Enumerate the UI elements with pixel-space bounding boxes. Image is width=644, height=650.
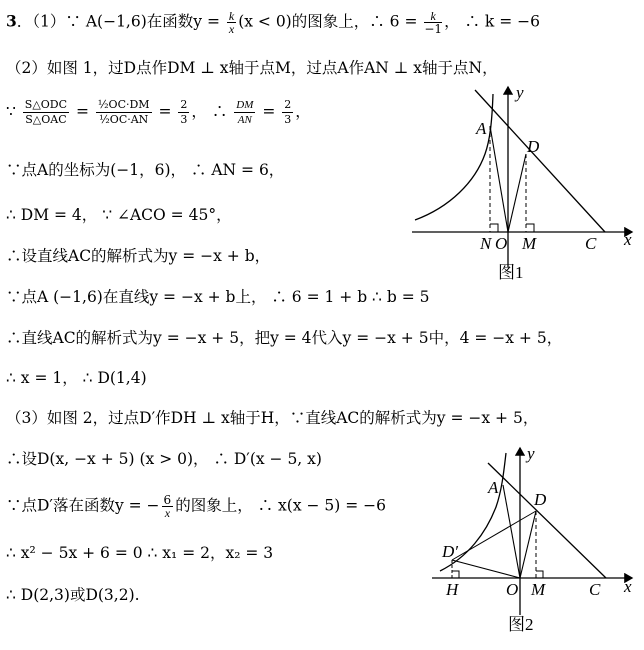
solution-line-1: 3．（1）∵ A(−1,6)在函数y = $\frac{k}{x}$ (x < 0)的图象上，∴ 6 = $\frac{k}{-1}$ ， ∴ k = −6 (6, 9, 540, 36)
solution-line-10: （3）如图 2，过点D′作DH ⊥ x轴于H，∵直线AC的解析式为y = −x + 5， (6, 409, 539, 427)
label-d: D (534, 490, 547, 509)
label-m: M (522, 234, 537, 253)
label-x: x (624, 230, 632, 249)
right-angle-h (452, 571, 459, 578)
fraction-k-over-x: $\frac{k}{x}$ (228, 9, 235, 36)
solution-line-13: ∴ x² − 5x + 6 = 0 ∴ x₁ = 2，x₂ = 3 (6, 544, 274, 562)
label-d: D (527, 137, 540, 156)
hyperbola-curve (415, 94, 493, 220)
segment-od (520, 511, 536, 578)
label-y: y (516, 83, 524, 102)
figure-1-caption: 图1 (498, 263, 524, 282)
label-o: O (506, 580, 519, 599)
solution-line-12: ∵点D′落在函数y = − $\frac{6}{x}$ 的图象上， ∴ x(x − 5) = −6 (6, 493, 387, 520)
segment-od (508, 154, 526, 232)
solution-line-14: ∴ D(2,3)或D(3,2). (6, 586, 140, 604)
solution-line-6: ∴设直线AC的解析式为y = −x + b， (6, 247, 271, 265)
segment-od-prime (452, 560, 520, 578)
solution-line-5: ∴ DM = 4， ∵ ∠ACO = 45°， (6, 206, 232, 224)
label-d-prime: D′ (442, 542, 458, 561)
right-angle-n (490, 224, 498, 232)
fraction-dm-an: $\frac{DM}{AN}$ (236, 99, 254, 126)
line-ac (488, 463, 606, 578)
label-c: C (585, 234, 597, 253)
fraction-area-formula: $\frac{\text{½OC·DM}}{\text{½OC·AN}}$ (97, 98, 150, 126)
segment-d-dprime (452, 511, 536, 560)
right-angle-m (536, 571, 543, 578)
solution-line-4: ∵点A的坐标为(−1，6)， ∴ AN = 6， (6, 161, 285, 179)
solution-line-7: ∵点A (−1,6)在直线y = −x + b上， ∴ 6 = 1 + b ∴ b = 5 (6, 288, 430, 306)
label-n: N (480, 234, 492, 253)
label-m: M (531, 580, 546, 599)
label-a: A (488, 478, 499, 497)
fraction-two-thirds: $\frac{2}{3}$ (180, 98, 188, 126)
solution-line-8: ∴直线AC的解析式为y = −x + 5，把y = 4代入y = −x + 5中，4 = −x + 5， (6, 329, 563, 347)
solution-line-9: ∴ x = 1， ∴ D(1,4) (6, 369, 147, 387)
label-c: C (589, 580, 601, 599)
solution-line-2: （2）如图 1，过D点作DM ⊥ x轴于点M，过点A作AN ⊥ x轴于点N， (6, 59, 498, 77)
label-x: x (624, 577, 632, 596)
figure-2-caption: 图2 (508, 615, 534, 634)
fraction-k-over-neg1: $\frac{k}{-1}$ (424, 9, 443, 36)
fraction-6-over-x: $\frac{6}{x}$ (163, 493, 172, 520)
fraction-two-thirds-b: $\frac{2}{3}$ (284, 98, 292, 126)
right-angle-m (526, 224, 534, 232)
segment-oa (503, 485, 520, 578)
figure-1 (410, 82, 640, 282)
label-a: A (476, 119, 487, 138)
solution-line-11: ∴设D(x, −x + 5) (x > 0)， ∴ D′(x − 5, x) (6, 450, 322, 468)
label-o: O (495, 234, 508, 253)
fraction-area-ratio: $\frac{\text{S△ODC}}{\text{S△OAC}}$ (24, 98, 68, 126)
line-ac (475, 90, 605, 232)
figure-2 (430, 445, 640, 640)
solution-line-3: ∵ $\frac{\text{S△ODC}}{\text{S△OAC}}$ = $\frac{\text{½OC·DM}}{\text{½OC·AN}}$ = $\frac{2}{3}$ ， ∴ $\frac{DM}{AN}$ = $\frac{2}{3}$ ， (6, 98, 311, 126)
segment-oa (490, 126, 508, 232)
problem-number: 3 (6, 11, 17, 31)
label-h: H (446, 580, 459, 599)
label-y: y (527, 445, 535, 463)
